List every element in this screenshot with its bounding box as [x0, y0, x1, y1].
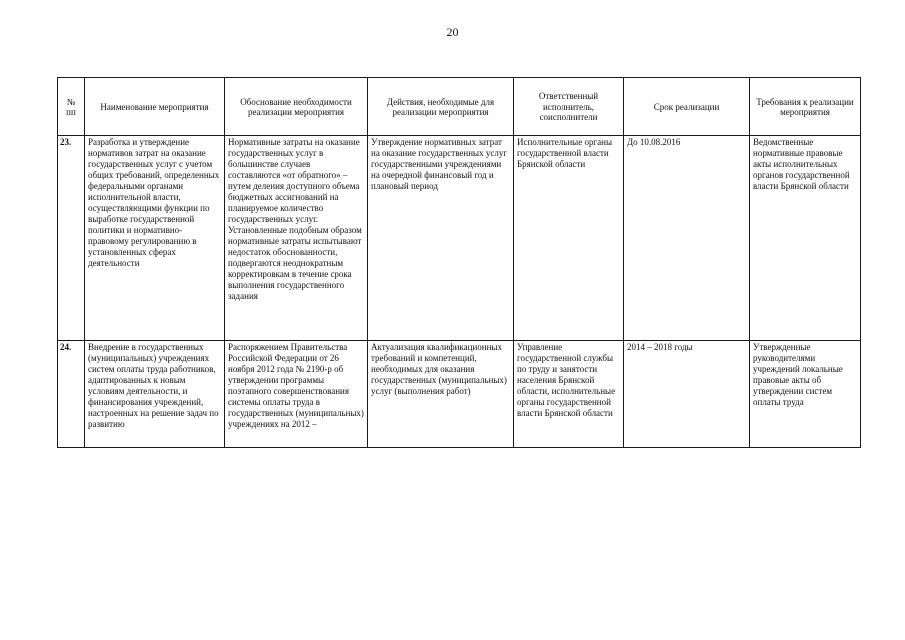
table-header-row	[58, 78, 861, 136]
measures-table	[57, 77, 861, 448]
measure-requirements: Утвержденные руководителями учреждений локальные правовые акты об утверждении систем оплаты труда	[750, 341, 861, 448]
header-actions: Действия, необходимые для реализации мероприятия	[368, 78, 514, 136]
measure-responsible: Исполнительные органы государственной власти Брянской области	[514, 136, 624, 341]
measure-justification: Распоряжением Правительства Российской Федерации от 26 ноября 2012 года № 2190-р об утверждении программы поэтапного совершенствования системы оплаты труда в государственных (муниципальных) учреждениях на 2012 –	[225, 341, 368, 448]
header-requirements: Требования к реализации мероприятия	[750, 78, 861, 136]
header-responsible: Ответственный исполнитель, соисполнители	[514, 78, 624, 136]
table-row	[58, 136, 861, 341]
measure-actions: Актуализация квалификационных требований и компетенций, необходимых для оказания государственных (муниципальных) услуг (выполнения работ)	[368, 341, 514, 448]
table-row	[58, 341, 861, 448]
row-number: 24.	[58, 341, 85, 448]
page-number: 20	[446, 25, 459, 39]
row-number: 23.	[58, 136, 85, 341]
measure-name: Внедрение в государственных (муниципальных) учреждениях систем оплаты труда работников, адаптированных к новым условиям деятельности, и финансирования учреждений, настроенных на решение задач по развитию	[85, 341, 225, 448]
measure-actions: Утверждение нормативных затрат на оказание государственных услуг государственными учреждениями на очередной финансовый год и плановый период	[368, 136, 514, 341]
measure-requirements: Ведомственные нормативные правовые акты исполнительных органов государственной власти Брянской области	[750, 136, 861, 341]
header-name: Наименование мероприятия	[85, 78, 225, 136]
measure-deadline: 2014 – 2018 годы	[624, 341, 750, 448]
measure-deadline: До 10.08.2016	[624, 136, 750, 341]
header-deadline: Срок реализации	[624, 78, 750, 136]
measure-name: Разработка и утверждение нормативов затрат на оказание государственных услуг с учетом общих требований, определенных федеральными органами исполнительной власти, осуществляющими функции по выработке государственной политики и нормативно-правовому регулированию в установленных сферах деятельности	[85, 136, 225, 341]
header-number: № пп	[58, 78, 85, 136]
header-justification: Обоснование необходимости реализации мероприятия	[225, 78, 368, 136]
measure-responsible: Управление государственной службы по труду и занятости населения Брянской области, исполнительные органы государственной власти Брянской области	[514, 341, 624, 448]
measure-justification: Нормативные затраты на оказание государственных услуг в большинстве случаев составляются «от обратного» – путем деления доступного объема бюджетных ассигнований на планируемое количество государственных услуг. Установленные подобным образом нормативные затраты испытывают недостаток обоснованности, подвергаются неоднократным корректировкам в течение срока выполнения государственного задания	[225, 136, 368, 341]
